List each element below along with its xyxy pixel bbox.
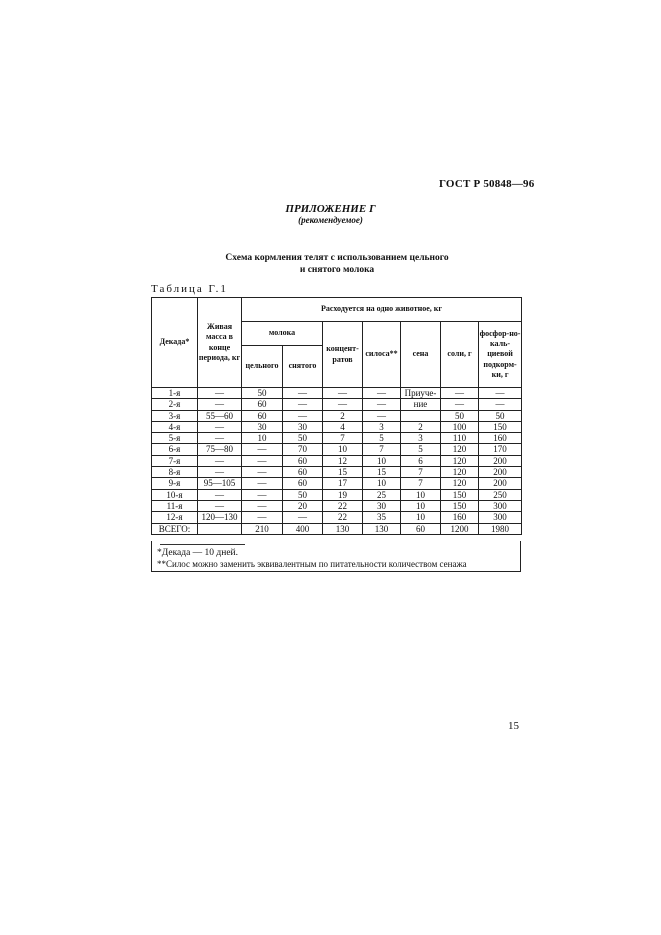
table-row — [152, 433, 522, 444]
cell: 150 — [441, 500, 479, 511]
cell: 200 — [479, 478, 522, 489]
cell: 10 — [363, 455, 401, 466]
cell: 10 — [323, 444, 363, 455]
cell: 15 — [323, 467, 363, 478]
cell: 6-я — [152, 444, 198, 455]
cell: 5 — [363, 433, 401, 444]
cell: 120 — [441, 444, 479, 455]
cell: 2 — [323, 410, 363, 421]
cell: 17 — [323, 478, 363, 489]
table-row — [152, 410, 522, 421]
cell: 130 — [363, 523, 401, 534]
cell: — — [242, 444, 283, 455]
cell: — — [479, 399, 522, 410]
cell: 160 — [441, 512, 479, 523]
cell: — — [283, 512, 323, 523]
cell: 120 — [441, 455, 479, 466]
table-row — [152, 467, 522, 478]
cell: 4 — [323, 421, 363, 432]
cell: 50 — [479, 410, 522, 421]
table-row — [152, 455, 522, 466]
table-row — [152, 478, 522, 489]
footnote-2: **Силос можно заменить эквивалентным по питательности количеством сенажа — [157, 559, 467, 569]
cell: — — [198, 388, 242, 399]
cell — [198, 523, 242, 534]
cell: 50 — [283, 433, 323, 444]
table-label: Таблица Г.1 — [151, 283, 228, 295]
cell: 22 — [323, 512, 363, 523]
table-row — [152, 489, 522, 500]
cell: 300 — [479, 512, 522, 523]
cell: 150 — [479, 421, 522, 432]
cell: 60 — [242, 410, 283, 421]
cell: 160 — [479, 433, 522, 444]
cell: 6 — [401, 455, 441, 466]
cell: 60 — [283, 455, 323, 466]
cell: 7 — [401, 467, 441, 478]
cell: 75—80 — [198, 444, 242, 455]
cell: — — [479, 388, 522, 399]
cell: 70 — [283, 444, 323, 455]
cell: — — [198, 500, 242, 511]
cell: 12 — [323, 455, 363, 466]
cell: — — [242, 467, 283, 478]
cell: 10 — [363, 478, 401, 489]
cell: 2-я — [152, 399, 198, 410]
cell: 1980 — [479, 523, 522, 534]
cell: — — [242, 455, 283, 466]
table-row — [152, 444, 522, 455]
cell: 7 — [401, 478, 441, 489]
cell: 10 — [401, 512, 441, 523]
cell: 400 — [283, 523, 323, 534]
cell: 25 — [363, 489, 401, 500]
footnote-1: *Декада — 10 дней. — [157, 548, 239, 558]
cell: 55—60 — [198, 410, 242, 421]
cell: 10 — [401, 489, 441, 500]
cell: 170 — [479, 444, 522, 455]
cell: 1-я — [152, 388, 198, 399]
cell: 60 — [283, 478, 323, 489]
cell: — — [198, 399, 242, 410]
cell: 7 — [323, 433, 363, 444]
cell: 95—105 — [198, 478, 242, 489]
title-line-2: и снятого молока — [299, 265, 375, 275]
feeding-table — [151, 297, 522, 535]
table-row — [152, 421, 522, 432]
cell: 20 — [283, 500, 323, 511]
cell: 30 — [242, 421, 283, 432]
cell: 200 — [479, 467, 522, 478]
cell: — — [242, 478, 283, 489]
cell: — — [242, 512, 283, 523]
cell: — — [363, 388, 401, 399]
table-row — [152, 500, 522, 511]
header-mass: Живая масса в конце периода, кг — [198, 298, 242, 388]
cell: 2 — [401, 421, 441, 432]
cell: 30 — [363, 500, 401, 511]
cell: 1200 — [441, 523, 479, 534]
cell: 5 — [401, 444, 441, 455]
cell: — — [363, 410, 401, 421]
cell: 12-я — [152, 512, 198, 523]
cell: 100 — [441, 421, 479, 432]
standard-number: ГОСТ Р 50848—96 — [439, 178, 535, 190]
cell: — — [242, 500, 283, 511]
cell: 130 — [323, 523, 363, 534]
cell: — — [198, 455, 242, 466]
cell: 7-я — [152, 455, 198, 466]
cell: — — [283, 399, 323, 410]
cell: 200 — [479, 455, 522, 466]
cell — [401, 410, 441, 421]
cell: 3 — [401, 433, 441, 444]
cell: 60 — [401, 523, 441, 534]
cell: 50 — [441, 410, 479, 421]
cell: — — [441, 399, 479, 410]
title-line-1: Схема кормления телят с использованием цельного — [225, 253, 449, 263]
table-total-row — [152, 523, 522, 534]
total-label: ВСЕГО: — [152, 523, 198, 534]
page-number: 15 — [508, 720, 519, 732]
cell: 4-я — [152, 421, 198, 432]
cell: 3 — [363, 421, 401, 432]
cell: 10 — [401, 500, 441, 511]
cell: 5-я — [152, 433, 198, 444]
cell: 9-я — [152, 478, 198, 489]
cell: 60 — [242, 399, 283, 410]
footnote-divider — [160, 544, 245, 545]
document-title — [0, 252, 661, 276]
cell: 250 — [479, 489, 522, 500]
cell: — — [198, 489, 242, 500]
cell: 120 — [441, 478, 479, 489]
cell: 110 — [441, 433, 479, 444]
header-group: Расходуется на одно животное, кг — [242, 298, 522, 322]
cell: 15 — [363, 467, 401, 478]
cell: 50 — [283, 489, 323, 500]
header-salt: соли, г — [441, 322, 479, 388]
cell: — — [283, 410, 323, 421]
table-row — [152, 399, 522, 410]
cell: 19 — [323, 489, 363, 500]
cell: 60 — [283, 467, 323, 478]
cell: 300 — [479, 500, 522, 511]
header-silage: силоса** — [363, 322, 401, 388]
cell: 8-я — [152, 467, 198, 478]
cell: — — [198, 433, 242, 444]
cell: Приуче- — [401, 388, 441, 399]
cell: — — [198, 467, 242, 478]
cell: — — [242, 489, 283, 500]
cell: — — [323, 399, 363, 410]
header-dekada: Декада* — [152, 298, 198, 388]
cell: 30 — [283, 421, 323, 432]
cell: 7 — [363, 444, 401, 455]
appendix-note: (рекомендуемое) — [298, 215, 363, 225]
cell: 120—130 — [198, 512, 242, 523]
header-milk: молока — [242, 322, 323, 346]
header-hay: сена — [401, 322, 441, 388]
cell: 3-я — [152, 410, 198, 421]
cell: 10-я — [152, 489, 198, 500]
cell: — — [283, 388, 323, 399]
cell: 11-я — [152, 500, 198, 511]
table-row — [152, 512, 522, 523]
appendix-title: ПРИЛОЖЕНИЕ Г — [285, 203, 376, 215]
table-row — [152, 388, 522, 399]
cell: — — [198, 421, 242, 432]
cell: 50 — [242, 388, 283, 399]
cell: 22 — [323, 500, 363, 511]
cell: — — [323, 388, 363, 399]
cell: — — [441, 388, 479, 399]
cell: 35 — [363, 512, 401, 523]
cell: 210 — [242, 523, 283, 534]
header-phos: фосфор-но-каль-циевой подкорм-ки, г — [479, 322, 522, 388]
header-whole: цельного — [242, 346, 283, 388]
header-skim: снятого — [283, 346, 323, 388]
cell: 10 — [242, 433, 283, 444]
cell: 150 — [441, 489, 479, 500]
header-conc: концент-ратов — [323, 322, 363, 388]
cell: — — [363, 399, 401, 410]
cell: ние — [401, 399, 441, 410]
cell: 120 — [441, 467, 479, 478]
